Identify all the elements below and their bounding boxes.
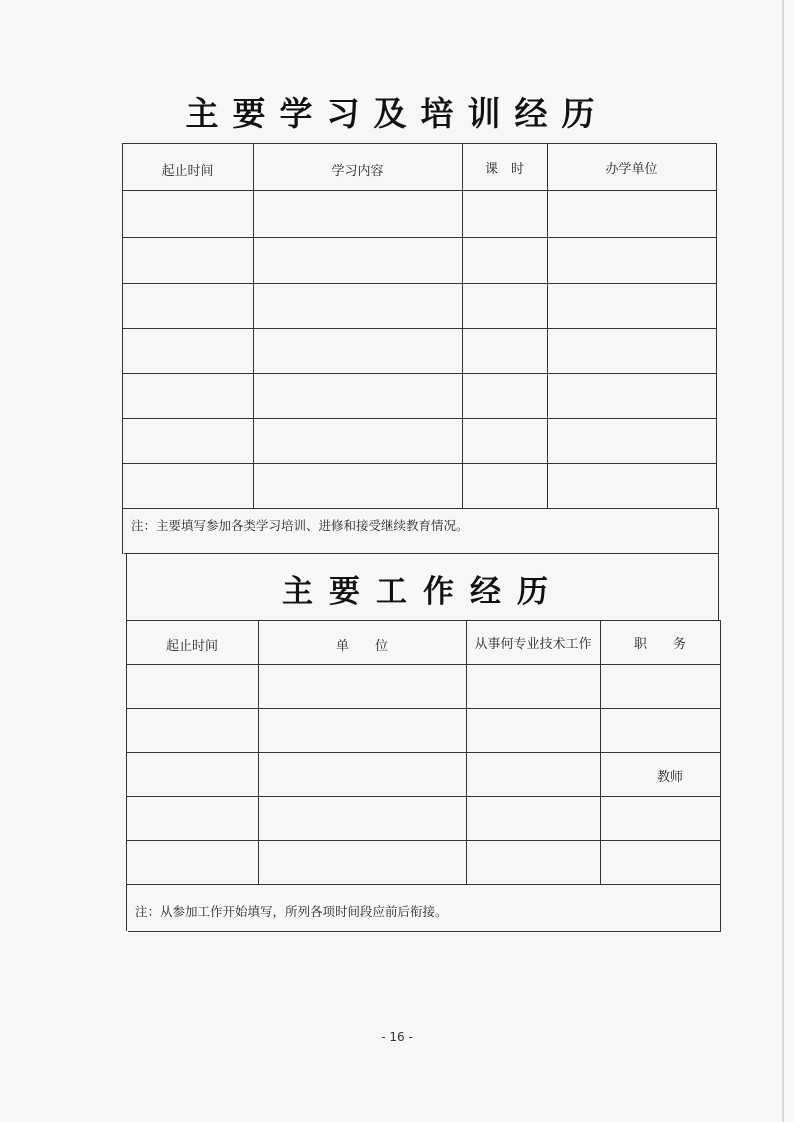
table-line bbox=[126, 620, 720, 621]
training-note: 注：主要填写参加各类学习培训、进修和接受继续教育情况。 bbox=[131, 518, 469, 533]
page-edge bbox=[782, 0, 784, 1122]
table-line bbox=[466, 620, 467, 884]
table-line bbox=[122, 283, 716, 284]
column-header-hours: 课 时 bbox=[484, 162, 524, 177]
column-header-content: 学习内容 bbox=[331, 164, 384, 179]
column-header-position: 职 务 bbox=[633, 637, 686, 652]
column-header-period: 起止时间 bbox=[165, 639, 218, 654]
table-line bbox=[122, 418, 716, 419]
page-number: - 16 - bbox=[381, 1030, 413, 1044]
table-line bbox=[122, 143, 716, 144]
table-line bbox=[122, 190, 716, 191]
table-line bbox=[126, 708, 720, 709]
table-line bbox=[126, 554, 127, 931]
table-line bbox=[126, 752, 720, 753]
table-line bbox=[122, 463, 716, 464]
table-line bbox=[462, 143, 463, 508]
table-line bbox=[124, 553, 719, 554]
table-line bbox=[258, 620, 259, 884]
column-header-institution: 办学单位 bbox=[605, 162, 658, 177]
table-line bbox=[126, 664, 720, 665]
position-cell: 教师 bbox=[656, 770, 683, 785]
page-title: 主要学习及培训经历 bbox=[185, 94, 609, 133]
table-line bbox=[122, 328, 716, 329]
work-note: 注：从参加工作开始填写，所列各项时间段应前后衔接。 bbox=[135, 904, 448, 919]
column-header-period: 起止时间 bbox=[161, 164, 214, 179]
table-line bbox=[122, 373, 716, 374]
column-header-specialty: 从事何专业技术工作 bbox=[474, 637, 592, 652]
table-line bbox=[253, 143, 254, 508]
table-line bbox=[122, 508, 718, 509]
table-line bbox=[126, 840, 720, 841]
table-line bbox=[122, 143, 123, 554]
table-line bbox=[122, 237, 716, 238]
table-line bbox=[126, 884, 720, 885]
column-header-unit: 单 位 bbox=[335, 639, 388, 654]
table-line bbox=[600, 620, 601, 884]
table-line bbox=[128, 931, 721, 932]
table-line bbox=[716, 143, 717, 508]
table-line bbox=[126, 796, 720, 797]
section-title: 主要工作经历 bbox=[282, 574, 564, 610]
table-line bbox=[547, 143, 548, 508]
